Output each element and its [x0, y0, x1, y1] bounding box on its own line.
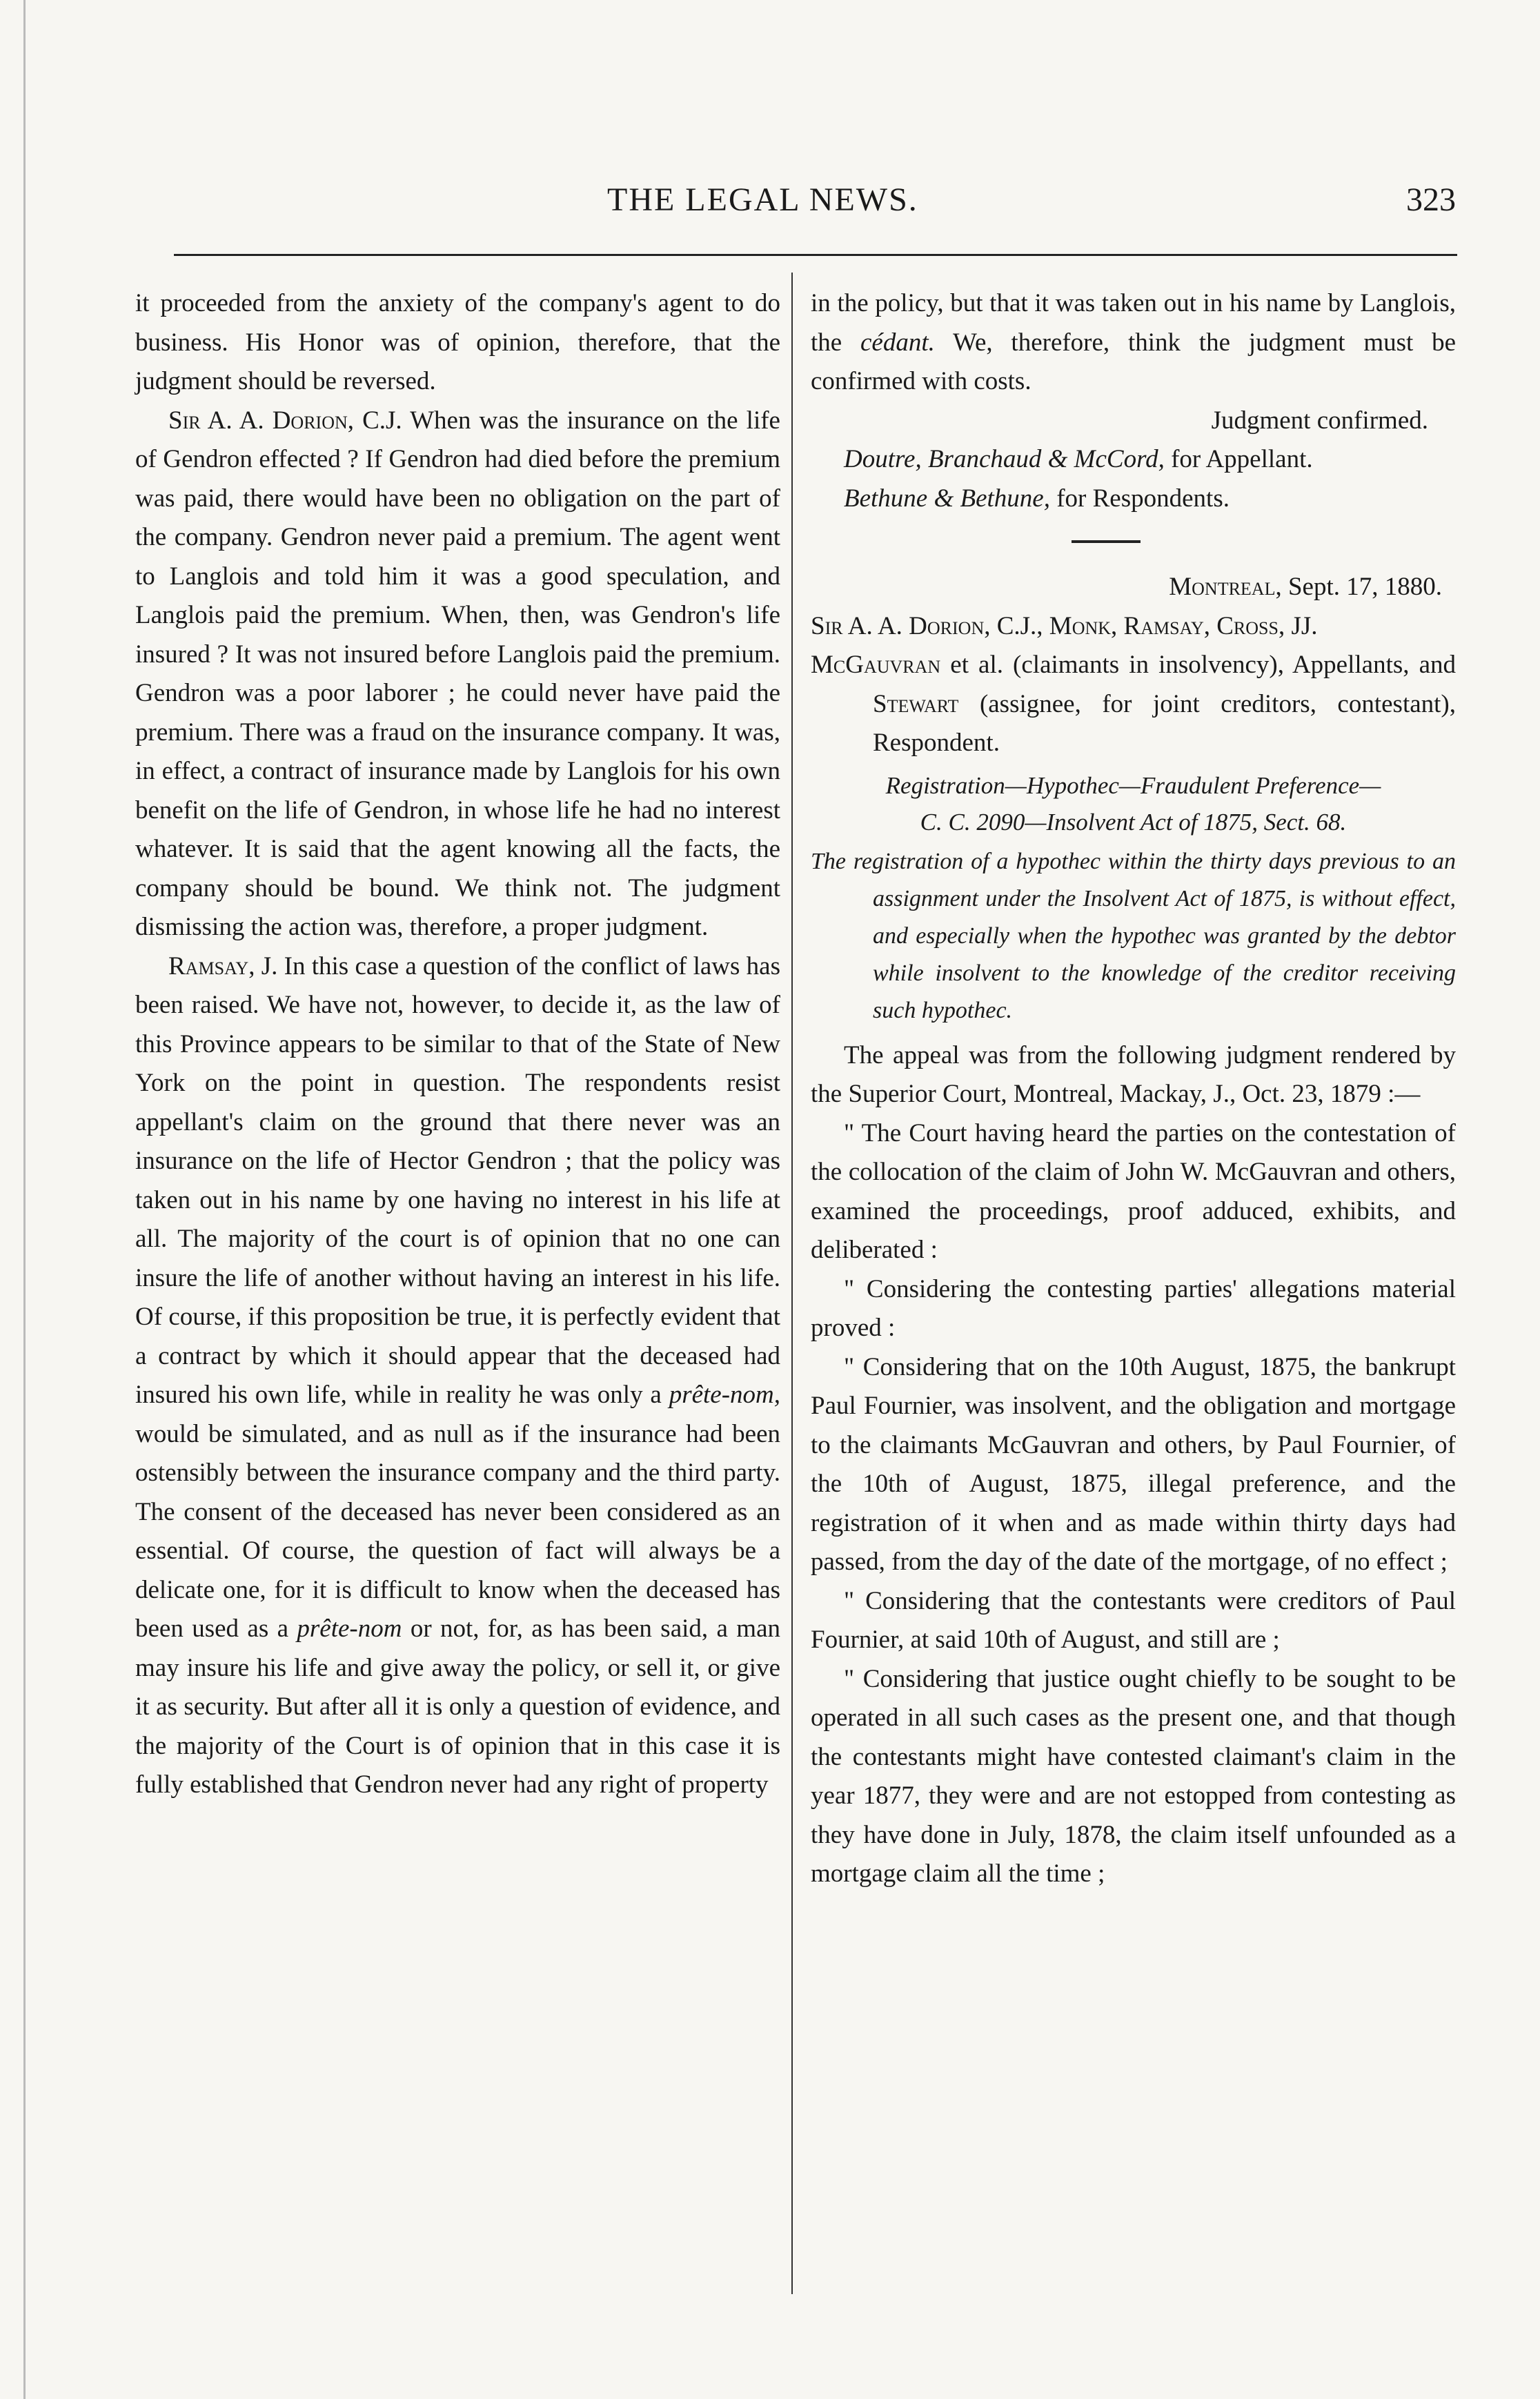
speaker-name: Ramsay, J.	[168, 951, 278, 980]
caption-text: (assignee, for joint creditors, contestant), Respondent.	[873, 689, 1457, 757]
dateline-date: Sept. 17, 1880.	[1287, 573, 1442, 601]
italic-term: cédant.	[860, 328, 935, 357]
case-caption	[811, 646, 1456, 763]
paragraph: " The Court having heard the parties on the contestation of the collocation of the claim of John W. McGauvran and others, examined the proceedings, proof adduced, exhibits, and deliberated :	[811, 1118, 1456, 1264]
paragraph	[135, 947, 780, 1805]
paragraph-text: in the policy, but that it was taken out in his name by Langlois, the	[811, 289, 1456, 357]
counsel-name: Doutre, Branchaud & McCord,	[844, 445, 1165, 473]
paragraph: it proceeded from the anxiety of the company's agent to do business. His Honor was of opinion, therefore, that the judgment should be reversed.	[135, 289, 780, 395]
party-name: McGauvran	[811, 651, 941, 679]
paragraph-text: would be simulated, and as null as if the insurance had been ostensibly between the insurance company and the third party. The consent of the deceased has never been considered as an essential. Of course, the question of fact will always be a delicate one, for it is difficult to know when the deceased has been used as a	[135, 1419, 780, 1643]
counsel-appellant	[811, 440, 1456, 480]
counsel-name: Bethune & Bethune,	[844, 484, 1050, 513]
dateline	[811, 568, 1456, 607]
page-number: 323	[1406, 181, 1456, 218]
paragraph-text: In this case a question of the conflict of laws has been raised. We have not, however, to decide it, as the law of this Province appears to be similar to that of the State of New York on the point in question. The respondents resist appellant's claim on the ground that there never was an insurance on the life of Hector Gendron ; that the policy was taken out in his name by one having no interest in his life at all. The majority of the court is of opinion that no one can insure the life of another without having an interest in his life. Of course, if this proposition be true, it is perfectly evident that a contract by which it should appear that the deceased had insured his own life, while in reality he was only a	[135, 951, 780, 1409]
left-column	[135, 284, 780, 1805]
headnote-title	[811, 767, 1456, 840]
header-rule	[174, 254, 1457, 256]
caption-text: et al. (claimants in insolvency), Appellants, and	[950, 651, 1457, 679]
page-header	[159, 181, 1456, 236]
headnote-title-line: Registration—Hypothec—Fraudulent Preference—	[885, 771, 1381, 799]
paragraph: " Considering that the contestants were creditors of Paul Fournier, at said 10th of August, and still are ;	[811, 1586, 1456, 1654]
bench-list: Sir A. A. Dorion, C.J., Monk, Ramsay, Cross, JJ.	[811, 611, 1318, 640]
paragraph-text: or not, for, as has been said, a man may insure his life and give away the policy, or sell it, or give it as security. But after all it is only a question of evidence, and the majority of the Court is of opinion that in this case it is fully established that Gendron never had any right of property	[135, 1615, 781, 1799]
paragraph: " Considering that on the 10th August, 1875, the bankrupt Paul Fournier, was insolvent, and the obligation and mortgage to the claimants McGauvran and others, by Paul Fournier, of the 10th of August, 1875, illegal preference, and the registration of it when and as made within thirty days had passed, from the day of the date of the mortgage, of no effect ;	[811, 1352, 1456, 1576]
headnote-title-line: C. C. 2090—Insolvent Act of 1875, Sect. 68.	[920, 808, 1347, 836]
paragraph	[811, 284, 1456, 402]
right-column	[811, 284, 1456, 1894]
headnote: The registration of a hypothec within the thirty days previous to an assignment under the Insolvent Act of 1875, is without effect, and especially when the hypothec was granted by the debtor while insolvent to the knowledge of the creditor receiving such hypothec.	[811, 848, 1456, 1023]
page-edge-shadow	[23, 0, 26, 2399]
running-title: THE LEGAL NEWS.	[607, 181, 918, 218]
section-divider	[1072, 540, 1141, 543]
italic-term: prête-nom,	[669, 1381, 781, 1409]
paragraph: " Considering that justice ought chiefly to be sought to be operated in all such cases as the present one, and that though the contestants might have contested claimant's claim in the year 1877, they were and are not estopped from contesting as they have done in July, 1878, the claim itself unfounded as a mortgage claim all the time ;	[811, 1664, 1456, 1888]
judgment-result: Judgment confirmed.	[1211, 406, 1428, 435]
counsel-role: for Appellant.	[1171, 445, 1313, 473]
paragraph: " Considering the contesting parties' allegations material proved :	[811, 1274, 1456, 1342]
speaker-name: Sir A. A. Dorion, C.J.	[168, 406, 402, 435]
counsel-role: for Respondents.	[1056, 484, 1230, 513]
paragraph	[135, 402, 780, 947]
dateline-place: Montreal,	[1169, 573, 1282, 601]
counsel-respondent	[811, 480, 1456, 519]
party-name: Stewart	[873, 689, 959, 718]
italic-term: prête-nom	[297, 1615, 402, 1643]
paragraph-text: When was the insurance on the life of Gendron effected ? If Gendron had died before the premium was paid, there would have been no obligation on the part of the company. Gendron never paid a premium. The agent went to Langlois and told him it was a good speculation, and Langlois paid the premium. When, then, was Gendron's life insured ? It was not insured before Langlois paid the premium. Gendron was a poor laborer ; he could never have paid the premium. There was a fraud on the insurance company. It was, in effect, a contract of insurance made by Langlois for his own benefit on the life of Gendron, in whose life he had no interest whatever. It is said that the agent knowing all the facts, the company should be bound. We think not. The judgment dismissing the action was, therefore, a proper judgment.	[135, 406, 780, 941]
paragraph-text: We, therefore, think the judgment must be confirmed with costs.	[811, 328, 1457, 395]
column-divider	[791, 273, 793, 2294]
paragraph: The appeal was from the following judgment rendered by the Superior Court, Montreal, Mackay, J., Oct. 23, 1879 :—	[811, 1040, 1456, 1108]
